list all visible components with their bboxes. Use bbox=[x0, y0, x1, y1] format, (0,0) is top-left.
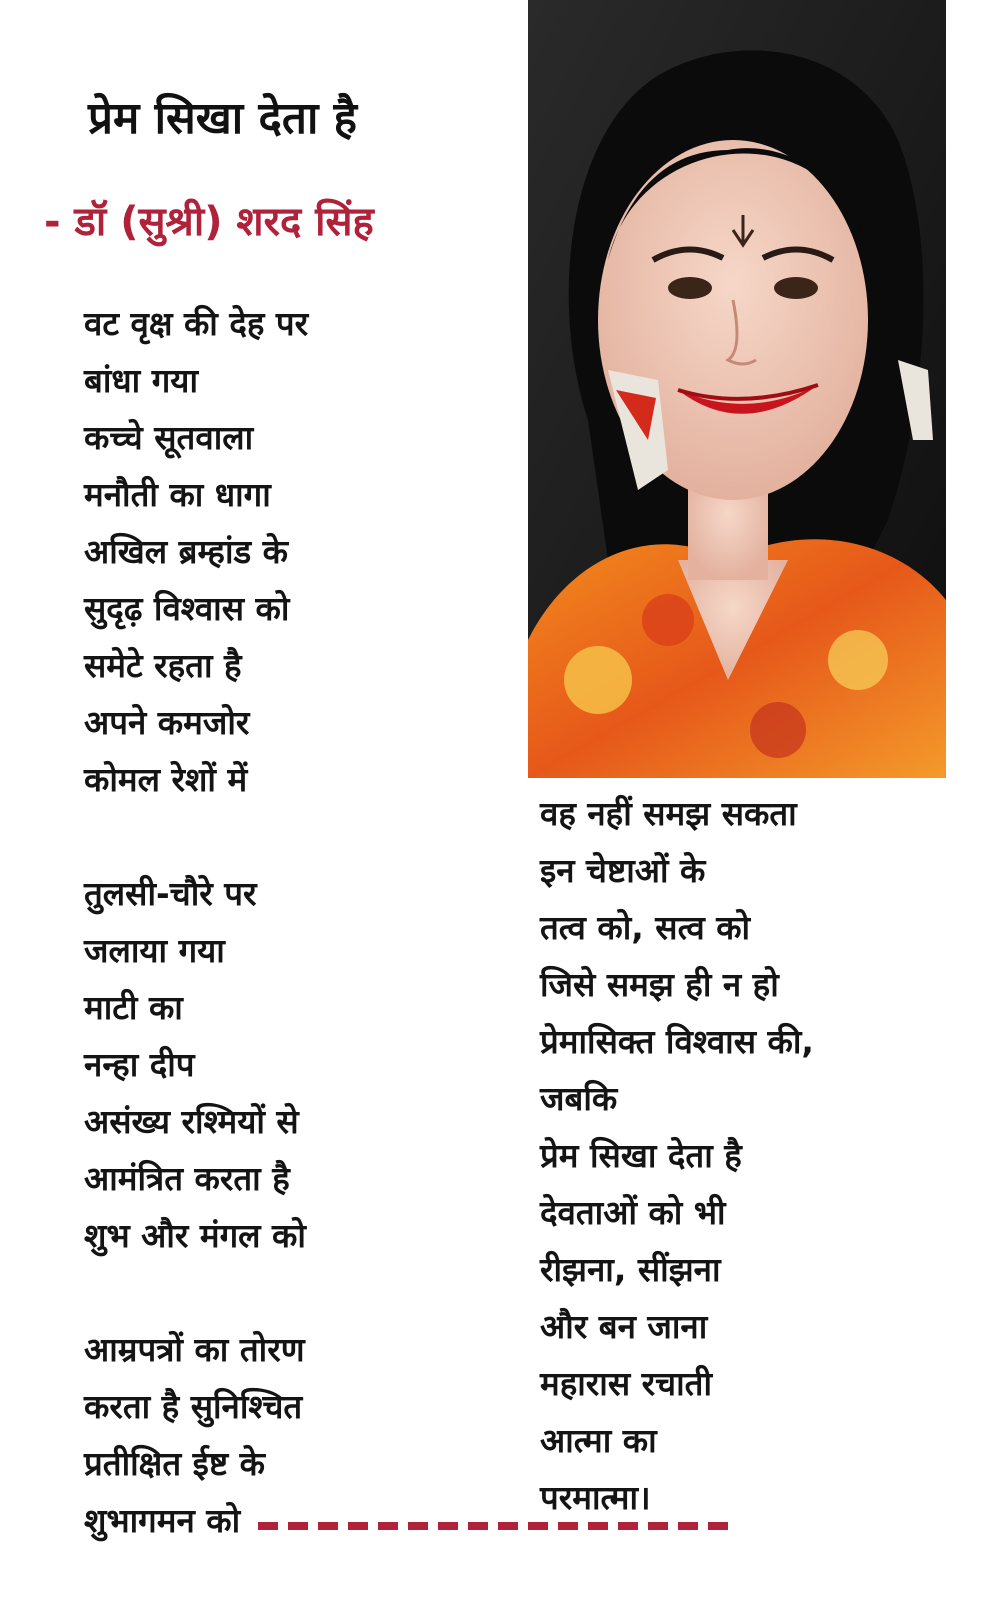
poem-line: वट वृक्ष की देह पर bbox=[84, 304, 309, 343]
poem-line: इन चेष्टाओं के bbox=[540, 851, 706, 890]
divider-dash bbox=[258, 1522, 278, 1530]
divider-dash bbox=[408, 1522, 428, 1530]
divider-dash bbox=[498, 1522, 518, 1530]
divider-dash bbox=[588, 1522, 608, 1530]
poem-line: प्रतीक्षित ईष्ट के bbox=[84, 1444, 265, 1483]
poem-line: आमंत्रित करता है bbox=[84, 1159, 290, 1198]
poem-line: शुभागमन को bbox=[84, 1501, 241, 1540]
poem-line: जलाया गया bbox=[84, 931, 225, 970]
portrait-photo bbox=[528, 0, 946, 778]
divider-dash bbox=[708, 1522, 728, 1530]
poem-line: समेटे रहता है bbox=[84, 646, 242, 685]
divider-dash bbox=[438, 1522, 458, 1530]
divider-dash bbox=[618, 1522, 638, 1530]
poem-line: महारास रचाती bbox=[540, 1364, 713, 1403]
poem-line: प्रेमासिक्त विश्वास की, bbox=[540, 1022, 814, 1061]
poem-line: देवताओं को भी bbox=[540, 1193, 726, 1232]
poem-line: आम्रपत्रों का तोरण bbox=[84, 1330, 305, 1369]
poem-line: आत्मा का bbox=[540, 1421, 657, 1460]
poem-line: तत्व को, सत्व को bbox=[540, 908, 751, 947]
poem-line: कोमल रेशों में bbox=[84, 760, 248, 799]
poem-line: परमात्मा। bbox=[540, 1478, 651, 1517]
divider-dash bbox=[318, 1522, 338, 1530]
divider-dash bbox=[558, 1522, 578, 1530]
divider-dash bbox=[468, 1522, 488, 1530]
poem-left-column bbox=[84, 295, 308, 1549]
divider-dash bbox=[348, 1522, 368, 1530]
poem-line: बांधा गया bbox=[84, 361, 198, 400]
poem-line: अपने कमजोर bbox=[84, 703, 250, 742]
divider-dash bbox=[648, 1522, 668, 1530]
poem-right-column bbox=[540, 785, 814, 1526]
poem-line: करता है सुनिश्चित bbox=[84, 1387, 303, 1426]
stanza-3 bbox=[84, 1321, 308, 1549]
stanza-1 bbox=[84, 295, 308, 808]
poem-line: जबकि bbox=[540, 1079, 618, 1118]
poem-author: - डॉ (सुश्री) शरद सिंह bbox=[44, 199, 374, 245]
poem-line: कच्चे सूतवाला bbox=[84, 418, 254, 457]
poem-line: जिसे समझ ही न हो bbox=[540, 965, 779, 1004]
poem-line: अखिल ब्रम्हांड के bbox=[84, 532, 288, 571]
portrait-icon bbox=[528, 0, 946, 778]
divider-dash bbox=[378, 1522, 398, 1530]
poem-line: सुदृढ़ विश्वास को bbox=[84, 589, 290, 628]
poem-title: प्रेम सिखा देता है bbox=[88, 93, 358, 144]
poem-line: वह नहीं समझ सकता bbox=[540, 794, 797, 833]
divider-dash bbox=[678, 1522, 698, 1530]
divider-dash bbox=[528, 1522, 548, 1530]
divider-dash bbox=[288, 1522, 308, 1530]
poem-line: और बन जाना bbox=[540, 1307, 708, 1346]
poem-line: शुभ और मंगल को bbox=[84, 1216, 306, 1255]
poem-line: माटी का bbox=[84, 988, 183, 1027]
poem-line: मनौती का धागा bbox=[84, 475, 271, 514]
poem-line: नन्हा दीप bbox=[84, 1045, 195, 1084]
poem-line: रीझना, सींझना bbox=[540, 1250, 721, 1289]
poem-line: प्रेम सिखा देता है bbox=[540, 1136, 742, 1175]
stanza-2 bbox=[84, 865, 308, 1264]
poem-line: तुलसी-चौरे पर bbox=[84, 874, 257, 913]
poem-line: असंख्य रश्मियों से bbox=[84, 1102, 299, 1141]
dashed-divider bbox=[258, 1522, 728, 1532]
